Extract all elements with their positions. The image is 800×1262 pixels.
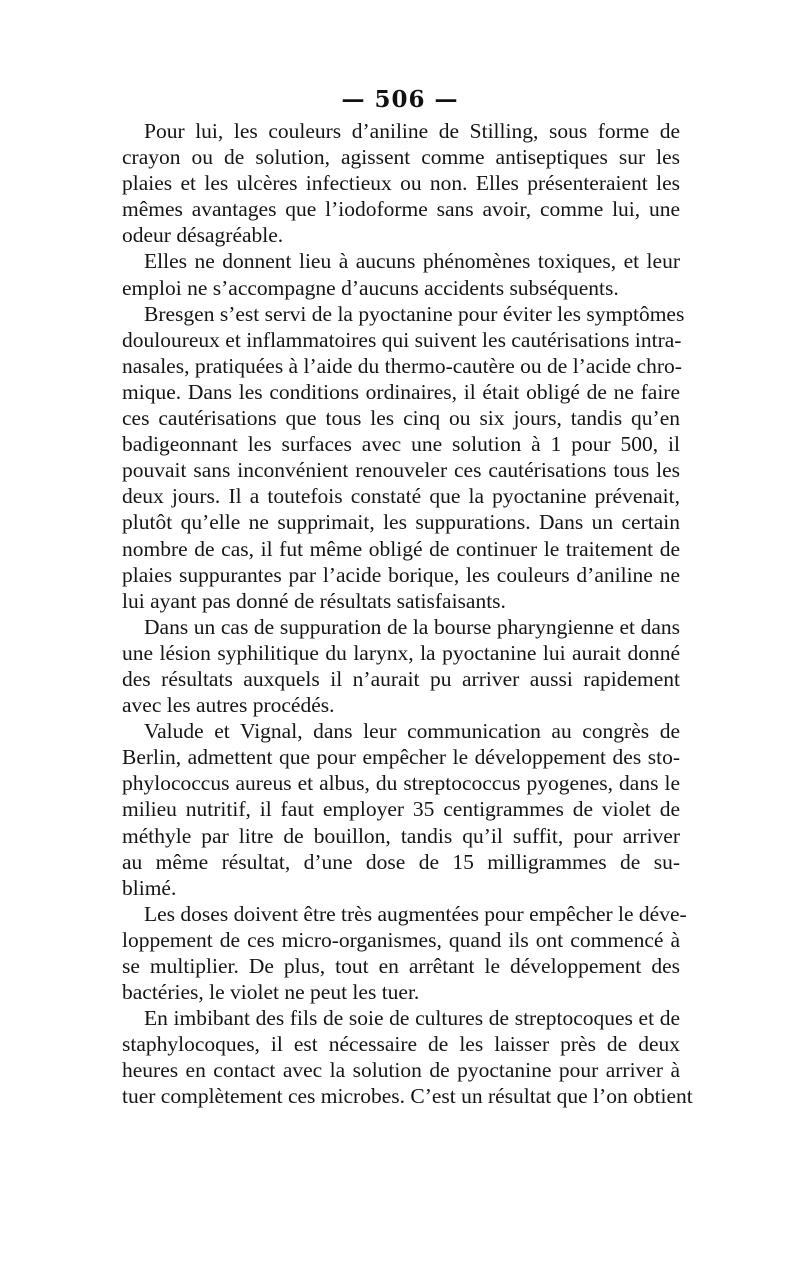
text-line: Dans un cas de suppuration de la bourse pharyngienne et dans — [144, 614, 680, 639]
text-line: une lésion syphilitique du larynx, la pyoctanine lui aurait donné — [122, 640, 680, 665]
text-line: plaies suppurantes par l’acide borique, les couleurs d’aniline ne — [122, 562, 680, 587]
paragraph — [122, 901, 687, 1005]
text-line: milieu nutritif, il faut employer 35 centigrammes de violet de — [122, 797, 680, 822]
text-line: odeur désagréable. — [122, 223, 284, 248]
text-line: pouvait sans inconvénient renouveler ces cautérisations tous les — [122, 458, 680, 483]
text-line: mêmes avantages que l’iodoforme sans avoir, comme lui, une — [122, 197, 680, 222]
text-line: Berlin, admettent que pour empêcher le développement des sto- — [122, 745, 680, 770]
text-line: douloureux et inflammatoires qui suivent les cautérisations intra- — [122, 327, 682, 352]
text-line: nombre de cas, il fut même obligé de continuer le traitement de — [122, 536, 680, 561]
text-line: blimé. — [122, 875, 177, 900]
page-number: — 506 — — [341, 86, 459, 113]
text-line: ces cautérisations que tous les cinq ou six jours, tandis qu’en — [122, 406, 680, 431]
paragraph — [122, 1005, 693, 1109]
text-line: bactéries, le violet ne peut les tuer. — [122, 980, 420, 1005]
text-line: crayon ou de solution, agissent comme antiseptiques sur les — [122, 145, 680, 170]
text-line: mique. Dans les conditions ordinaires, il était obligé de ne faire — [122, 379, 680, 404]
text-line: deux jours. Il a toutefois constaté que la pyoctanine prévenait, — [122, 484, 680, 509]
paragraph — [122, 248, 680, 300]
paragraph — [122, 718, 680, 901]
text-line: phylococcus aureus et albus, du streptococcus pyogenes, dans le — [122, 771, 680, 796]
text-line: Valude et Vignal, dans leur communication au congrès de — [144, 719, 680, 744]
text-line: loppement de ces micro-organismes, quand ils ont commencé à — [122, 927, 680, 952]
text-line: Bresgen s’est servi de la pyoctanine pour éviter les symptômes — [144, 301, 685, 326]
text-line: heures en contact avec la solution de pyoctanine pour arriver à — [122, 1058, 680, 1083]
text-line: plaies et les ulcères infectieux ou non. Elles présenteraient les — [122, 171, 680, 196]
text-line: Elles ne donnent lieu à aucuns phénomènes toxiques, et leur — [144, 249, 680, 274]
text-line: Les doses doivent être très augmentées pour empêcher le déve- — [144, 901, 687, 926]
text-line: tuer complètement ces microbes. C’est un résultat que l’on obtient — [122, 1084, 693, 1109]
text-line: lui ayant pas donné de résultats satisfaisants. — [122, 588, 506, 613]
text-line: Pour lui, les couleurs d’aniline de Stilling, sous forme de — [144, 119, 680, 143]
body-text — [122, 118, 693, 1110]
text-line: En imbibant des fils de soie de cultures de streptocoques et de — [144, 1006, 680, 1031]
text-line: se multiplier. De plus, tout en arrêtant le développement des — [122, 954, 680, 978]
paragraph — [122, 301, 685, 614]
text-line: plutôt qu’elle ne supprimait, les suppurations. Dans un certain — [122, 510, 680, 535]
text-line: au même résultat, d’une dose de 15 milligrammes de su- — [122, 849, 680, 874]
text-line: avec les autres procédés. — [122, 693, 335, 718]
paragraph — [122, 118, 680, 248]
text-line: staphylocoques, il est nécessaire de les laisser près de deux — [122, 1032, 680, 1057]
text-line: méthyle par litre de bouillon, tandis qu’il suffit, pour arriver — [122, 823, 680, 848]
text-line: des résultats auxquels il n’aurait pu arriver aussi rapidement — [122, 666, 680, 691]
paragraph — [122, 614, 680, 718]
text-line: nasales, pratiquées à l’aide du thermo-cautère ou de l’acide chro- — [122, 353, 682, 378]
text-line: emploi ne s’accompagne d’aucuns accidents subséquents. — [122, 275, 619, 300]
text-line: badigeonnant les surfaces avec une solution à 1 pour 500, il — [122, 432, 680, 457]
